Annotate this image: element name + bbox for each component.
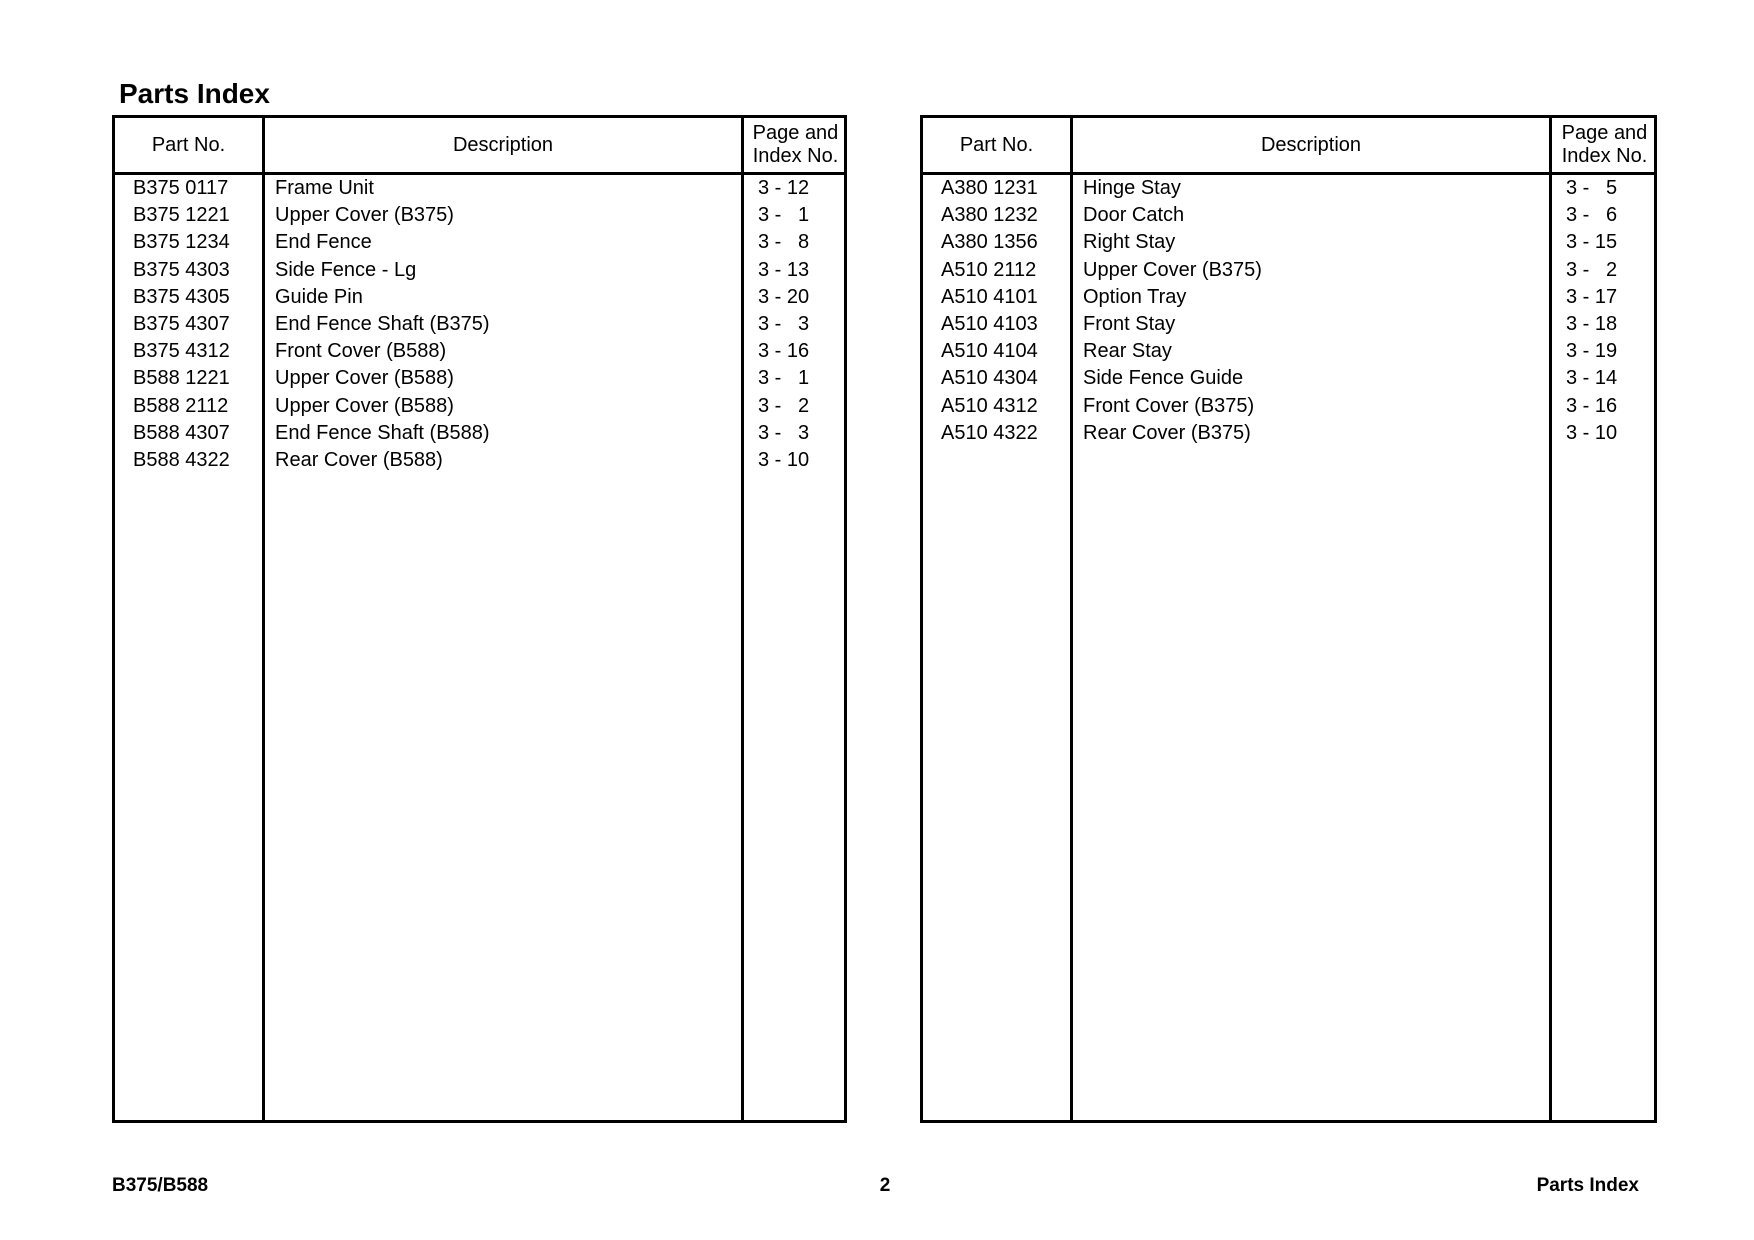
page-index-cell: 3 - 12 bbox=[758, 177, 810, 199]
description-cell: End Fence Shaft (B588) bbox=[275, 421, 490, 444]
parts-table-left bbox=[112, 115, 847, 1123]
description-cell: Guide Pin bbox=[275, 285, 363, 308]
part-number-cell: B588 2112 bbox=[133, 394, 229, 417]
column-header-page-index bbox=[1552, 118, 1657, 172]
description-cell: Upper Cover (B375) bbox=[275, 204, 454, 227]
description-cell: Option Tray bbox=[1083, 285, 1187, 308]
page-index-cell: 3 - 3 bbox=[758, 312, 810, 335]
page-index-cell: 3 - 10 bbox=[1566, 421, 1618, 444]
page-index-cell: 3 - 1 bbox=[758, 204, 810, 227]
column-header-description: Description bbox=[452, 133, 554, 156]
column-header-page-index-line2: Index No. bbox=[752, 145, 839, 167]
page-index-cell: 3 - 17 bbox=[1566, 285, 1618, 308]
part-number-cell: A510 2112 bbox=[941, 258, 1037, 281]
column-header-page-index bbox=[744, 118, 847, 172]
table-row bbox=[923, 284, 1654, 311]
table-row bbox=[115, 311, 844, 338]
part-number-cell: A510 4104 bbox=[941, 340, 1038, 363]
table-row bbox=[115, 393, 844, 420]
table-row bbox=[923, 311, 1654, 338]
page-index-cell: 3 - 13 bbox=[758, 258, 810, 281]
table-header bbox=[923, 118, 1654, 175]
footer-model: B375/B588 bbox=[112, 1175, 209, 1196]
page-index-cell: 3 - 19 bbox=[1566, 340, 1618, 363]
part-number-cell: B588 4307 bbox=[133, 421, 230, 444]
table-row bbox=[115, 284, 844, 311]
description-cell: End Fence bbox=[275, 231, 372, 254]
page-index-cell: 3 - 14 bbox=[1566, 367, 1618, 390]
table-row bbox=[115, 365, 844, 392]
column-header-description: Description bbox=[1260, 133, 1362, 156]
page-index-cell: 3 - 20 bbox=[758, 285, 810, 308]
table-row bbox=[923, 338, 1654, 365]
description-cell: Front Cover (B588) bbox=[275, 340, 447, 363]
column-header-part-no: Part No. bbox=[959, 133, 1034, 156]
page-index-cell: 3 - 16 bbox=[1566, 394, 1618, 417]
description-cell: Door Catch bbox=[1083, 204, 1185, 227]
part-number-cell: A510 4101 bbox=[941, 285, 1038, 308]
part-number-cell: B375 4312 bbox=[133, 340, 230, 363]
table-row bbox=[923, 229, 1654, 256]
parts-table-right bbox=[920, 115, 1657, 1123]
part-number-cell: B588 1221 bbox=[133, 367, 230, 390]
part-number-cell: B375 1221 bbox=[133, 204, 230, 227]
description-cell: Rear Stay bbox=[1083, 340, 1172, 363]
page-index-cell: 3 - 5 bbox=[1566, 177, 1618, 199]
table-row bbox=[115, 257, 844, 284]
footer-page-number: 2 bbox=[879, 1175, 891, 1196]
description-cell: Side Fence - Lg bbox=[275, 258, 417, 281]
page-index-cell: 3 - 8 bbox=[758, 231, 810, 254]
description-cell: Front Stay bbox=[1083, 312, 1176, 335]
part-number-cell: A380 1356 bbox=[941, 231, 1038, 254]
table-row bbox=[923, 420, 1654, 447]
part-number-cell: A510 4103 bbox=[941, 312, 1038, 335]
part-number-cell: A510 4322 bbox=[941, 421, 1038, 444]
column-header-part-no: Part No. bbox=[151, 133, 226, 156]
table-row bbox=[115, 175, 844, 202]
description-cell: Front Cover (B375) bbox=[1083, 394, 1255, 417]
description-cell: Upper Cover (B588) bbox=[275, 394, 454, 417]
part-number-cell: A510 4312 bbox=[941, 394, 1038, 417]
table-row bbox=[115, 338, 844, 365]
page-index-cell: 3 - 2 bbox=[758, 394, 810, 417]
part-number-cell: B375 4305 bbox=[133, 285, 230, 308]
part-number-cell: A510 4304 bbox=[941, 367, 1038, 390]
table-row bbox=[115, 229, 844, 256]
description-cell: Side Fence Guide bbox=[1083, 367, 1244, 390]
page-index-cell: 3 - 18 bbox=[1566, 312, 1618, 335]
page-index-cell: 3 - 16 bbox=[758, 340, 810, 363]
page-index-cell: 3 - 2 bbox=[1566, 258, 1618, 281]
table-row bbox=[923, 175, 1654, 202]
description-cell: End Fence Shaft (B375) bbox=[275, 312, 490, 335]
part-number-cell: B375 0117 bbox=[133, 177, 229, 199]
table-row bbox=[115, 202, 844, 229]
page-index-cell: 3 - 10 bbox=[758, 448, 810, 471]
footer-section: Parts Index bbox=[1536, 1175, 1639, 1196]
page-index-cell: 3 - 15 bbox=[1566, 231, 1618, 254]
table-row bbox=[115, 420, 844, 447]
description-cell: Upper Cover (B375) bbox=[1083, 258, 1262, 281]
description-cell: Rear Cover (B588) bbox=[275, 448, 443, 471]
table-header bbox=[115, 118, 844, 175]
column-header-page-index-line2: Index No. bbox=[1561, 145, 1648, 167]
page-index-cell: 3 - 1 bbox=[758, 367, 810, 390]
page-title: Parts Index bbox=[119, 78, 270, 109]
table-row bbox=[923, 393, 1654, 420]
table-row bbox=[923, 202, 1654, 229]
page-index-cell: 3 - 3 bbox=[758, 421, 810, 444]
table-body bbox=[115, 175, 844, 474]
part-number-cell: B375 4303 bbox=[133, 258, 230, 281]
part-number-cell: A380 1232 bbox=[941, 204, 1038, 227]
part-number-cell: B375 1234 bbox=[133, 231, 230, 254]
table-row bbox=[923, 257, 1654, 284]
page-index-cell: 3 - 6 bbox=[1566, 204, 1618, 227]
description-cell: Right Stay bbox=[1083, 231, 1176, 254]
part-number-cell: B375 4307 bbox=[133, 312, 230, 335]
column-header-page-index-line1: Page and bbox=[1561, 122, 1648, 144]
part-number-cell: B588 4322 bbox=[133, 448, 230, 471]
description-cell: Frame Unit bbox=[275, 177, 374, 199]
table-row bbox=[115, 447, 844, 474]
table-row bbox=[923, 365, 1654, 392]
description-cell: Hinge Stay bbox=[1083, 177, 1181, 199]
description-cell: Upper Cover (B588) bbox=[275, 367, 454, 390]
part-number-cell: A380 1231 bbox=[941, 177, 1038, 199]
column-header-page-index-line1: Page and bbox=[752, 122, 839, 144]
table-body bbox=[923, 175, 1654, 447]
description-cell: Rear Cover (B375) bbox=[1083, 421, 1251, 444]
